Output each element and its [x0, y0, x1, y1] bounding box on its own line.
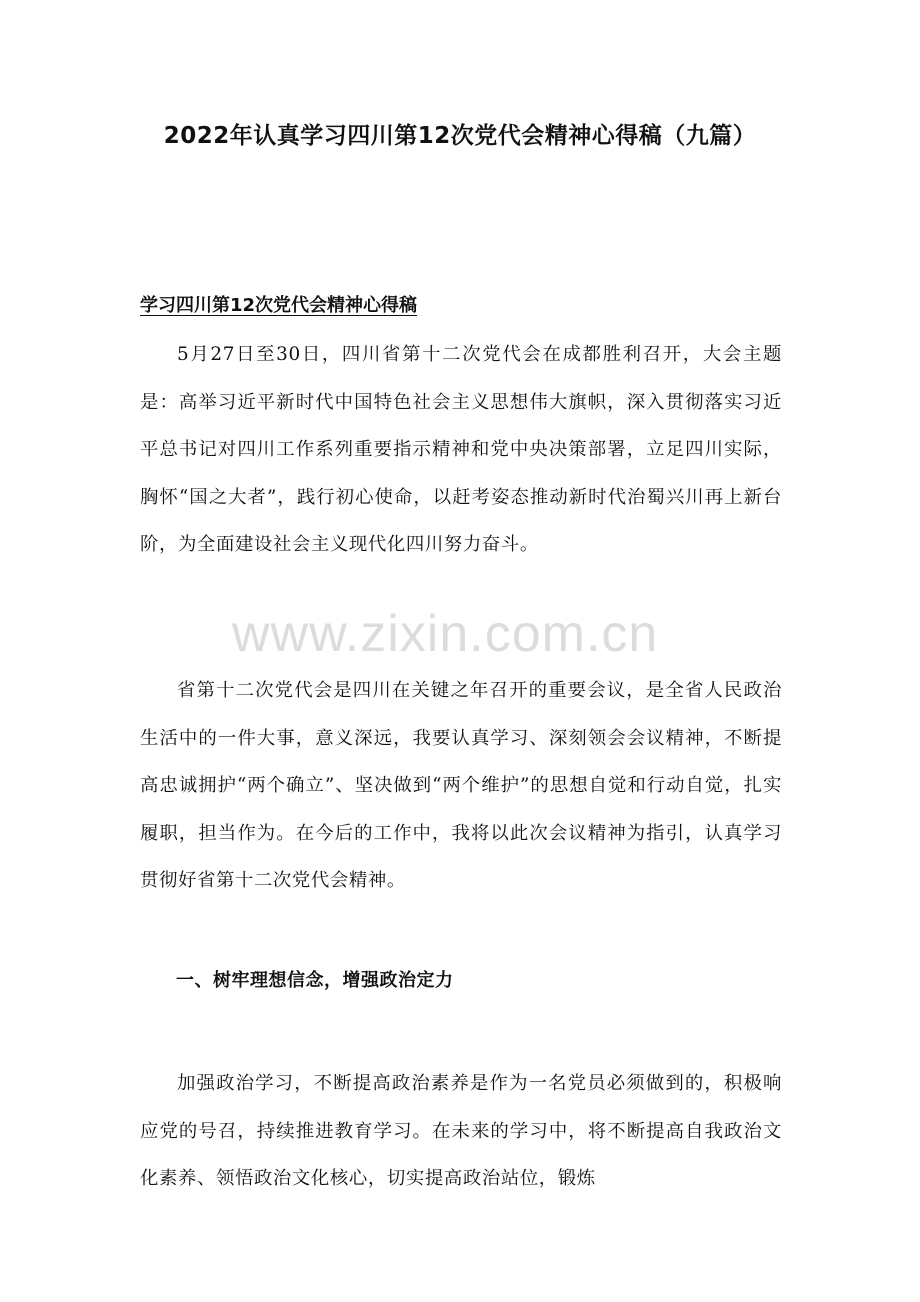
section-heading-1: 一、树牢理想信念，增强政治定力	[176, 970, 454, 991]
watermark: www.zixin.com.cn	[232, 605, 659, 663]
document-title: 2022年认真学习四川第12次党代会精神心得稿（九篇）	[163, 123, 757, 149]
section-title: 学习四川第12次党代会精神心得稿	[140, 295, 418, 316]
paragraph-3: 加强政治学习，不断提高政治素养是作为一名党员必须做到的，积极响应党的号召，持续推进教育学习。在未来的学习中，将不断提高自我政治文化素养、领悟政治文化核心，切实提高政治站位，锻炼	[140, 1073, 782, 1190]
paragraph-1: 5月27日至30日，四川省第十二次党代会在成都胜利召开，大会主题是：高举习近平新时代中国特色社会主义思想伟大旗帜，深入贯彻落实习近平总书记对四川工作系列重要指示精神和党中央决策部署，立足四川实际，胸怀“国之大者”，践行初心使命，以赶考姿态推动新时代治蜀兴川再上新台阶，为全面建设社会主义现代化四川努力奋斗。	[140, 344, 782, 556]
paragraph-2: 省第十二次党代会是四川在关键之年召开的重要会议，是全省人民政治生活中的一件大事，意义深远，我要认真学习、深刻领会会议精神，不断提高忠诚拥护“两个确立”、坚决做到“两个维护”的思想自觉和行动自觉，扎实履职，担当作为。在今后的工作中，我将以此次会议精神为指引，认真学习贯彻好省第十二次党代会精神。	[140, 680, 782, 892]
